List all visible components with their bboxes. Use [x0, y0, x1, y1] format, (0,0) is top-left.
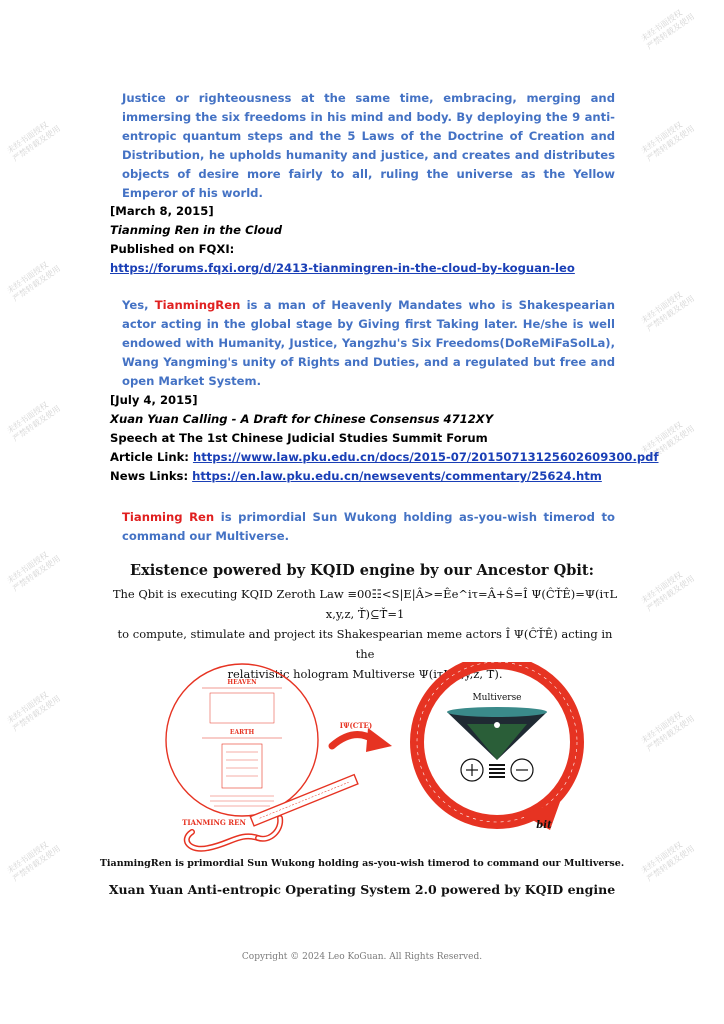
tianmingren-paragraph [122, 296, 615, 391]
watermark: 未经书面授权 严禁转载及使用 [639, 570, 697, 614]
entry-title: Tianming Ren in the Cloud [110, 223, 283, 237]
heaven-label: HEAVEN [227, 679, 257, 686]
figure-line-1: The Qbit is executing KQID Zeroth Law ≡00☷<S|E|Â>=Êe^iτ=Â+Ŝ=Î Ψ(ĈŤÊ)=Ψ(iτL x,y,z, Ť̃)⊆Ť̃=1 [112, 587, 618, 621]
watermark: 未经书面授权 严禁转载及使用 [639, 290, 697, 334]
watermark: 未经书面授权 严禁转载及使用 [639, 420, 697, 464]
tianming-ren-name: Tianming Ren [122, 510, 215, 524]
article-link[interactable]: https://www.law.pku.edu.cn/docs/2015-07/20150713125602609300.pdf [192, 450, 659, 464]
news-link[interactable]: https://en.law.pku.edu.cn/newsevents/commentary/25624.htm [192, 469, 602, 483]
speech-line: Speech at The 1st Chinese Judicial Studies Summit Forum [110, 431, 488, 445]
copyright-footer: Copyright © 2024 Leo KoGuan. All Rights Reserved. [241, 952, 483, 962]
os-line: Xuan Yuan Anti-entropic Operating System 2.0 powered by KQID engine [108, 882, 616, 897]
watermark: 未经书面授权 严禁转载及使用 [5, 550, 63, 594]
sun-wukong-paragraph [122, 508, 615, 546]
entry-date: [March 8, 2015] [110, 204, 214, 218]
timerod [250, 775, 358, 826]
watermark: 未经书面授权 严禁转载及使用 [639, 8, 697, 52]
para-lead: Yes, [122, 298, 155, 312]
heaven-earth-circle [166, 664, 318, 816]
figure-title: Existence powered by KQID engine by our Ancestor Qbit: [130, 562, 594, 579]
watermark: 未经书面授权 严禁转载及使用 [5, 120, 63, 164]
watermark: 未经书面授权 严禁转载及使用 [5, 840, 63, 884]
figure-line-3: relativistic hologram Multiverse Ψ(iτL x,y,z, Ť̃). [227, 667, 503, 681]
watermark: 未经书面授权 严禁转载及使用 [5, 400, 63, 444]
intro-paragraph: Justice or righteousness at the same time, embracing, merging and immersing the six freedoms in his mind and body. By deploying the 9 anti-entropic quantum steps and the 5 Laws of the Doctrine of Creation and Distribution, he upholds humanity and justice, and creates and distributes objects of desire more fairly to all, ruling the universe as the Yellow Emperor of his world. [122, 91, 615, 200]
fqxi-link[interactable]: https://forums.fqxi.org/d/2413-tianmingren-in-the-cloud-by-koguan-leo [110, 261, 575, 275]
entry-date: [July 4, 2015] [110, 393, 198, 407]
para-rest: is primordial Sun Wukong holding as-you-wish timerod to command our Multiverse. [122, 510, 615, 543]
watermark: 未经书面授权 严禁转载及使用 [639, 710, 697, 754]
para-rest: is a man of Heavenly Mandates who is Shakespearian actor acting in the global stage by Giving first Taking later. He/she is well endowed with Humanity, Justice, Yangzhu's Six Freedoms(DoReMiFaSolLa), Wang Yangming's unity of Rights and Duties, and a regulated but free and open Market System. [122, 298, 615, 388]
bit-label: bit [536, 820, 552, 831]
multiverse-label: Multiverse [472, 693, 522, 703]
entry-title: Xuan Yuan Calling - A Draft for Chinese Consensus 4712XY [110, 412, 494, 426]
entry-march-2015 [110, 202, 575, 278]
multiverse-ring [417, 662, 577, 831]
news-label: News Links: [110, 469, 193, 483]
article-label: Article Link: [110, 450, 193, 464]
published-label: Published on FQXI: [110, 242, 235, 256]
kqid-diagram [130, 662, 630, 854]
watermark: 未经书面授权 严禁转载及使用 [5, 260, 63, 304]
tianmingren-name: TianmingRen [154, 298, 241, 312]
figure-caption: TianmingRen is primordial Sun Wukong holding as-you-wish timerod to command our Multiverse. [99, 858, 625, 869]
figure-line-2: to compute, stimulate and project its Shakespearian meme actors Î Ψ(ĈŤÊ) acting in the [117, 627, 613, 661]
arrow [332, 721, 392, 752]
earth-label: EARTH [229, 729, 255, 736]
tianming-ren-label: TIANMING REN [182, 818, 246, 827]
psi-cte-label: IΨ(CTE) [339, 721, 373, 730]
watermark: 未经书面授权 严禁转载及使用 [639, 840, 697, 884]
watermark: 未经书面授权 严禁转载及使用 [5, 690, 63, 734]
tianming-ren-swirl [182, 818, 280, 849]
entry-july-2015 [110, 391, 659, 486]
watermark: 未经书面授权 严禁转载及使用 [639, 120, 697, 164]
